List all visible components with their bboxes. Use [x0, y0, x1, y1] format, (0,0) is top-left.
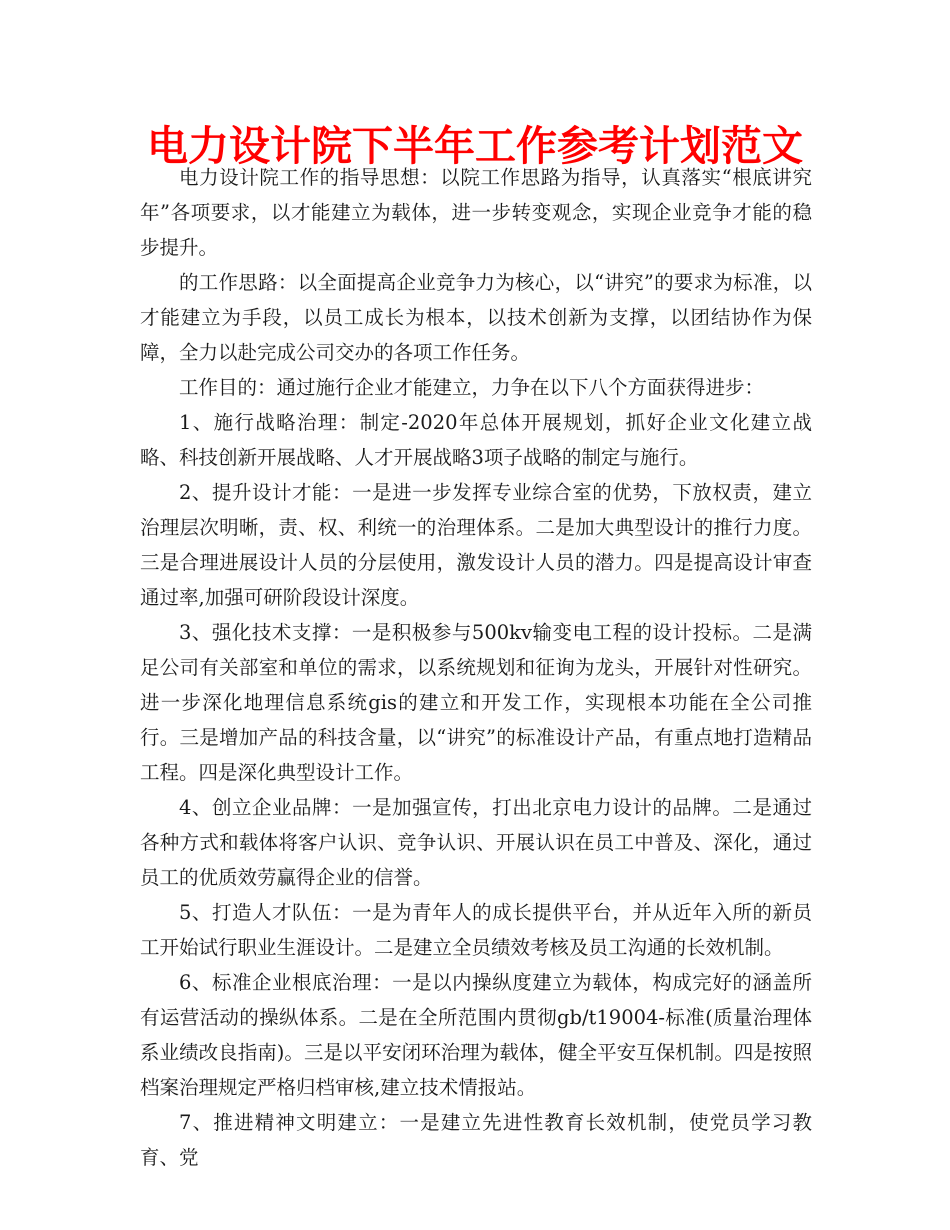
- paragraph-item-4: 4、创立企业品牌：一是加强宣传，打出北京电力设计的品牌。二是通过各种方式和载体将客户认识、竞争认识、开展认识在员工中普及、深化，通过员工的优质效劳赢得企业的信誉。: [140, 796, 812, 889]
- paragraph-item-1: 1、施行战略治理：制定-2020年总体开展规划，抓好企业文化建立战略、科技创新开展战略、人才开展战略3项子战略的制定与施行。: [140, 411, 812, 469]
- paragraph-item-7: 7、推进精神文明建立：一是建立先进性教育长效机制，使党员学习教育、党: [140, 1111, 812, 1169]
- paragraph-item-6: 6、标准企业根底治理：一是以内操纵度建立为载体，构成完好的涵盖所有运营活动的操纵体系。二是在全所范围内贯彻gb/t19004-标准(质量治理体系业绩改良指南)。三是以平安闭环治理为载体，健全平安互保机制。四是按照档案治理规定严格归档审核,建立技术情报站。: [140, 971, 812, 1099]
- paragraph-work-approach: 的工作思路：以全面提高企业竞争力为核心，以“讲究”的要求为标准，以才能建立为手段，以员工成长为根本，以技术创新为支撑，以团结协作为保障，全力以赴完成公司交办的各项工作任务。: [140, 271, 812, 364]
- paragraph-item-2: 2、提升设计才能：一是进一步发挥专业综合室的优势，下放权责，建立治理层次明晰，责、权、利统一的治理体系。二是加大典型设计的推行力度。三是合理进展设计人员的分层使用，激发设计人员的潜力。四是提高设计审查通过率,加强可研阶段设计深度。: [140, 481, 812, 609]
- document-body: [140, 160, 812, 1175]
- document-title: 电力设计院下半年工作参考计划范文: [147, 122, 803, 170]
- paragraph-work-goal: 工作目的：通过施行企业才能建立，力争在以下八个方面获得进步：: [179, 376, 765, 399]
- paragraph-guiding-idea: 电力设计院工作的指导思想：以院工作思路为指导，认真落实“根底讲究年”各项要求，以才能建立为载体，进一步转变观念，实现企业竞争才能的稳步提升。: [140, 166, 812, 259]
- paragraph-item-5: 5、打造人才队伍：一是为青年人的成长提供平台，并从近年入所的新员工开始试行职业生涯设计。二是建立全员绩效考核及员工沟通的长效机制。: [140, 901, 812, 959]
- paragraph-item-3: 3、强化技术支撑：一是积极参与500kv输变电工程的设计投标。二是满足公司有关部室和单位的需求，以系统规划和征询为龙头，开展针对性研究。进一步深化地理信息系统gis的建立和开发工作，实现根本功能在全公司推行。三是增加产品的科技含量，以“讲究”的标准设计产品，有重点地打造精品工程。四是深化典型设计工作。: [140, 621, 812, 784]
